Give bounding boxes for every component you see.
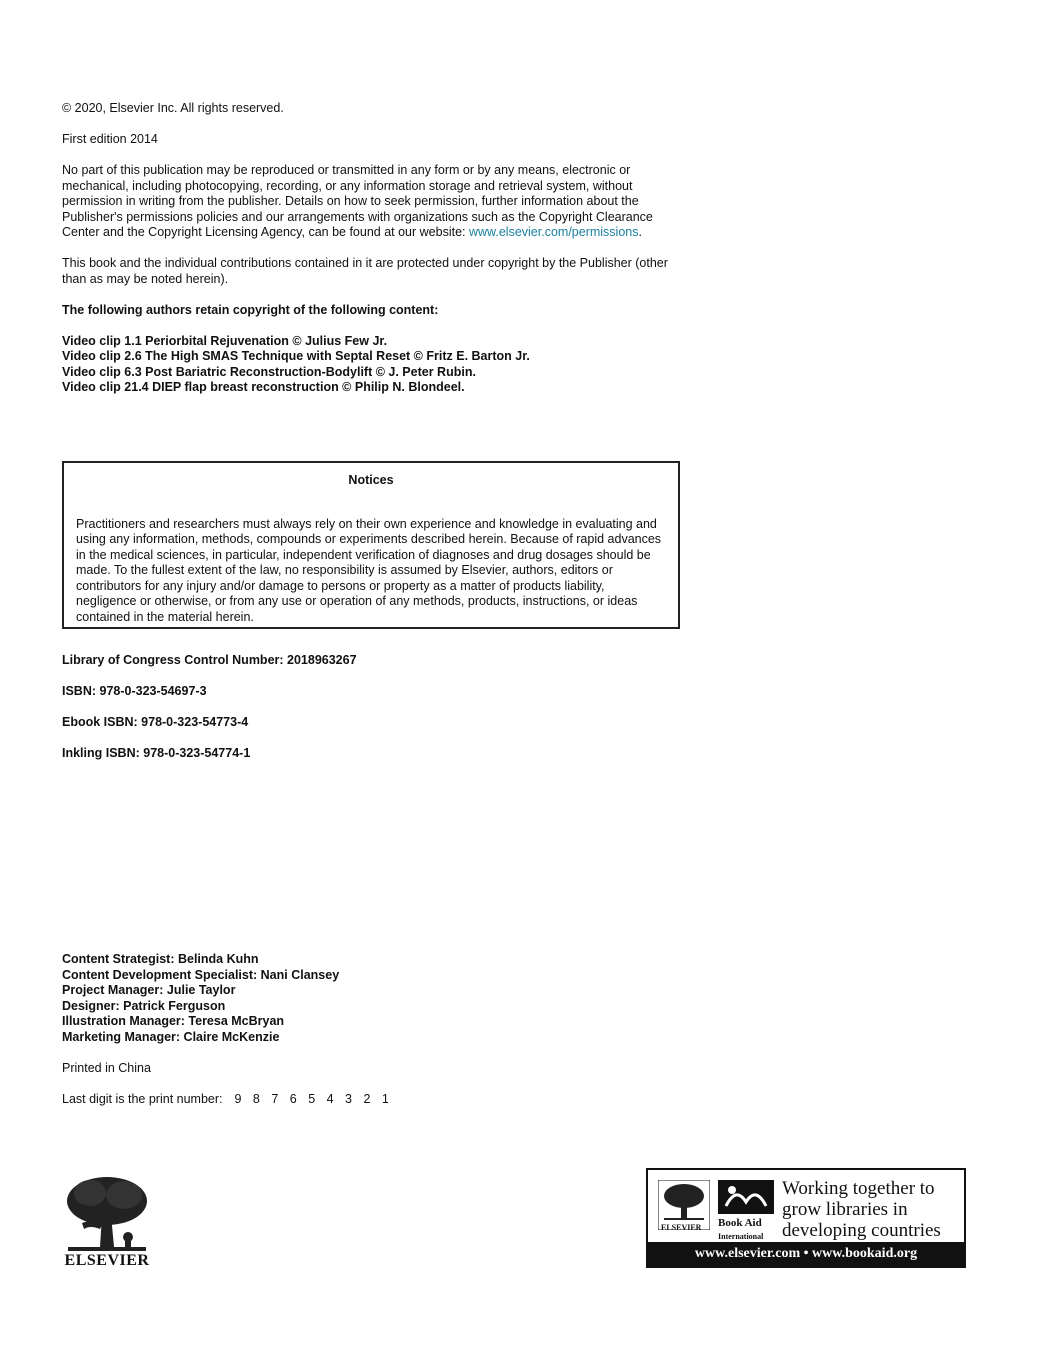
protection-paragraph: This book and the individual contributions contained in it are protected under copyright by the Publisher (other than as may be noted herein). xyxy=(62,256,668,286)
lccn: Library of Congress Control Number: 2018963267 xyxy=(62,653,357,667)
print-number-label: Last digit is the print number: xyxy=(62,1091,223,1106)
video-clip-2: Video clip 2.6 The High SMAS Technique with Septal Reset © Fritz E. Barton Jr. xyxy=(62,349,530,363)
bookaid-footer: www.elsevier.com • www.bookaid.org xyxy=(648,1242,964,1266)
staff-line: Designer: Patrick Ferguson xyxy=(62,998,226,1013)
printed-in: Printed in China xyxy=(62,1060,151,1075)
video-clip-4: Video clip 21.4 DIEP flap breast reconstruction © Philip N. Blondeel. xyxy=(62,380,465,394)
video-clip-3: Video clip 6.3 Post Bariatric Reconstruction-Bodylift © J. Peter Rubin. xyxy=(62,364,476,379)
video-clip-1: Video clip 1.1 Periorbital Rejuvenation © Julius Few Jr. xyxy=(62,333,388,348)
notices-body: Practitioners and researchers must always rely on their own experience and knowledge in evaluating and using any information, methods, compounds or experiments described herein. Because of rapid advances in the medical sciences, in particular, independent verification of diagnoses and drug dosages should be made. To the fullest extent of the law, no responsibility is assumed by Elsevier, authors, editors or contributors for any injury and/or damage to persons or property as a matter of products liability, negligence or otherwise, or from any use or operation of any methods, products, instructions, or ideas contained in the material herein. xyxy=(76,516,662,624)
staff-line: Illustration Manager: Teresa McBryan xyxy=(62,1014,285,1028)
print-number xyxy=(62,1092,662,1108)
copyright-block xyxy=(62,101,684,396)
print-number-digits: 9 8 7 6 5 4 3 2 1 xyxy=(234,1091,389,1106)
edition-line: First edition 2014 xyxy=(62,132,158,146)
staff-line: Project Manager: Julie Taylor xyxy=(62,983,236,997)
elsevier-wordmark: ELSEVIER xyxy=(64,1252,150,1269)
permissions-link[interactable]: www.elsevier.com/permissions xyxy=(468,225,639,239)
permissions-text: No part of this publication may be reproduced or transmitted in any form or by any means, electronic or mechanical, including photocopying, recording, or any information storage and retrieval system, without permission in writing from the publisher. Details on how to seek permission, further information about the Publisher's permissions policies and our arrangements with organizations such as the Copyright Clearance Center and the Copyright Licensing Agency, can be found at our website: xyxy=(62,163,653,239)
bookaid-box xyxy=(646,1168,966,1268)
ebook-isbn: Ebook ISBN: 978-0-323-54773-4 xyxy=(62,715,249,729)
elsevier-tree-icon xyxy=(62,1175,152,1253)
isbn: ISBN: 978-0-323-54697-3 xyxy=(62,684,207,698)
staff-line: Content Development Specialist: Nani Clansey xyxy=(62,967,340,982)
staff-line: Marketing Manager: Claire McKenzie xyxy=(62,1029,280,1044)
bookaid-mini-label-2: International xyxy=(718,1232,764,1241)
elsevier-logo xyxy=(62,1175,152,1270)
bookaid-book-icon xyxy=(718,1180,774,1214)
permissions-end: . xyxy=(638,225,642,239)
elsevier-mini-label: ELSEVIER xyxy=(661,1223,702,1232)
staff-line: Content Strategist: Belinda Kuhn xyxy=(62,952,259,966)
authors-heading: The following authors retain copyright of the following content: xyxy=(62,302,439,317)
bookaid-mini-label-1: Book Aid xyxy=(718,1217,762,1229)
staff-block xyxy=(62,952,662,1107)
copyright-line: © 2020, Elsevier Inc. All rights reserved. xyxy=(62,101,284,115)
notices-box xyxy=(62,461,680,629)
inkling-isbn: Inkling ISBN: 978-0-323-54774-1 xyxy=(62,746,251,760)
bookaid-logos xyxy=(658,1180,778,1240)
permissions-paragraph xyxy=(62,163,684,241)
bookaid-tagline: Working together to grow libraries in developing countries xyxy=(782,1178,941,1241)
identifiers-block xyxy=(62,653,662,777)
notices-title: Notices xyxy=(348,473,394,487)
